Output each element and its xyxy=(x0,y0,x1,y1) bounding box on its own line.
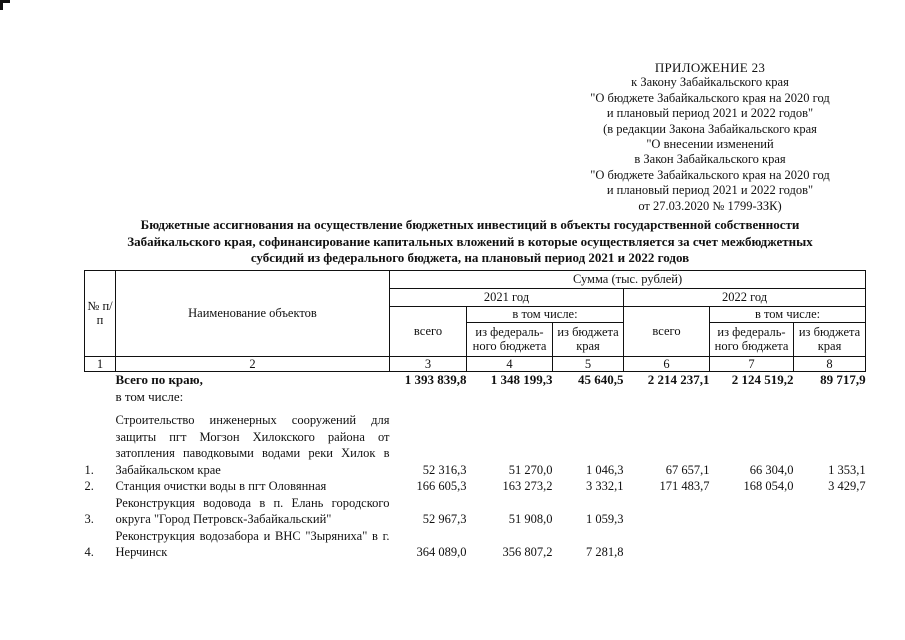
header-including-2021: в том числе: xyxy=(467,307,624,323)
value-cell: 1 353,1 xyxy=(828,462,866,477)
value-cell: 7 281,8 xyxy=(586,545,624,559)
value-cell xyxy=(794,528,866,561)
table-row xyxy=(85,495,866,528)
value-cell xyxy=(710,528,794,561)
appendix-line: "О внесении изменений xyxy=(646,137,774,152)
value-cell: 168 054,0 xyxy=(743,479,794,493)
value-cell: 2 214 237,1 xyxy=(647,372,710,387)
header-federal-2022: из федераль- ного бюджета xyxy=(710,323,794,357)
object-name: Реконструкция водозабора и ВНС "Зыряниха" в г. Нерчинск xyxy=(115,528,390,559)
col-number: 8 xyxy=(794,357,866,372)
row-number: 1. xyxy=(84,462,94,477)
value-cell: 2 124 519,2 xyxy=(731,372,794,387)
appendix-line: (в редакции Закона Забайкальского края xyxy=(603,121,817,136)
appendix-block xyxy=(560,60,860,214)
col-number: 3 xyxy=(390,357,467,372)
document-title xyxy=(70,217,870,267)
header-year-2022: 2022 год xyxy=(624,289,866,307)
col-number: 2 xyxy=(116,357,390,372)
col-number: 6 xyxy=(624,357,710,372)
appendix-line: "О бюджете Забайкальского края на 2020 год xyxy=(590,167,830,182)
value-cell: 66 304,0 xyxy=(749,462,794,477)
including-label: в том числе: xyxy=(115,388,184,404)
row-number: 3. xyxy=(84,512,94,526)
value-cell xyxy=(624,495,710,528)
total-label-cell xyxy=(116,372,390,406)
value-cell: 51 908,0 xyxy=(508,512,553,526)
title-line: Бюджетные ассигнования на осуществление бюджетных инвестиций в объекты государственной собственности xyxy=(140,217,800,232)
appendix-line: к Закону Забайкальского края xyxy=(631,75,789,90)
table-row-total xyxy=(85,372,866,406)
header-sum: Сумма (тыс. рублей) xyxy=(390,271,866,289)
header-federal-2021: из федераль- ного бюджета xyxy=(467,323,553,357)
value-cell xyxy=(710,495,794,528)
header-regional-2022: из бюджета края xyxy=(794,323,866,357)
table-row xyxy=(85,405,866,478)
value-cell xyxy=(794,495,866,528)
value-cell: 1 059,3 xyxy=(586,512,624,526)
object-name: Реконструкция водовода в п. Елань городского округа "Город Петровск-Забайкальский" xyxy=(115,495,390,526)
value-cell: 51 270,0 xyxy=(508,462,553,477)
appendix-line: от 27.03.2020 № 1799-ЗЗК) xyxy=(638,198,782,213)
value-cell: 89 717,9 xyxy=(820,372,866,387)
table-row xyxy=(85,478,866,495)
col-number: 4 xyxy=(467,357,553,372)
value-cell: 1 393 839,8 xyxy=(404,372,467,387)
header-regional-2021: из бюджета края xyxy=(553,323,624,357)
value-cell: 1 046,3 xyxy=(586,462,624,477)
appendix-line: и плановый период 2021 и 2022 годов" xyxy=(606,106,814,121)
header-num: № п/п xyxy=(85,271,116,357)
budget-table xyxy=(84,270,866,561)
value-cell: 67 657,1 xyxy=(665,462,710,477)
row-number: 2. xyxy=(84,479,94,493)
header-including-2022: в том числе: xyxy=(710,307,866,323)
header-name: Наименование объектов xyxy=(116,271,390,357)
value-cell: 45 640,5 xyxy=(578,372,624,387)
value-cell: 1 348 199,3 xyxy=(490,372,553,387)
object-name: Станция очистки воды в пгт Оловянная xyxy=(115,479,327,493)
value-cell: 52 316,3 xyxy=(422,462,467,477)
value-cell: 166 605,3 xyxy=(416,479,467,493)
value-cell: 171 483,7 xyxy=(659,479,710,493)
title-line: Забайкальского края, софинансирование капитальных вложений в которые осуществляется за счет межбюджетных xyxy=(127,233,813,249)
row-number: 4. xyxy=(84,545,94,559)
value-cell: 163 273,2 xyxy=(502,479,553,493)
title-line: субсидий из федерального бюджета, на плановый период 2021 и 2022 годов xyxy=(250,250,690,265)
scan-corner-mark xyxy=(0,0,10,10)
value-cell: 3 429,7 xyxy=(828,479,866,493)
appendix-line: в Закон Забайкальского края xyxy=(634,152,786,167)
header-total-2021: всего xyxy=(390,307,467,357)
col-number: 1 xyxy=(85,357,116,372)
col-number: 5 xyxy=(553,357,624,372)
appendix-title: ПРИЛОЖЕНИЕ 23 xyxy=(654,60,766,75)
appendix-line: "О бюджете Забайкальского края на 2020 год xyxy=(590,90,830,105)
object-name: Строительство инженерных сооружений для защиты пгт Могзон Хилокского района от затопления паводковыми водами реки Хилок в Забайкальском крае xyxy=(115,413,390,477)
table-row xyxy=(85,528,866,561)
header-total-2022: всего xyxy=(624,307,710,357)
header-year-2021: 2021 год xyxy=(390,289,624,307)
value-cell: 3 332,1 xyxy=(586,479,624,493)
appendix-line: и плановый период 2021 и 2022 годов" xyxy=(606,183,814,198)
value-cell: 356 807,2 xyxy=(502,545,553,559)
value-cell: 52 967,3 xyxy=(422,512,467,526)
value-cell xyxy=(624,528,710,561)
total-label: Всего по краю, xyxy=(115,372,203,387)
value-cell: 364 089,0 xyxy=(416,545,467,559)
col-number: 7 xyxy=(710,357,794,372)
